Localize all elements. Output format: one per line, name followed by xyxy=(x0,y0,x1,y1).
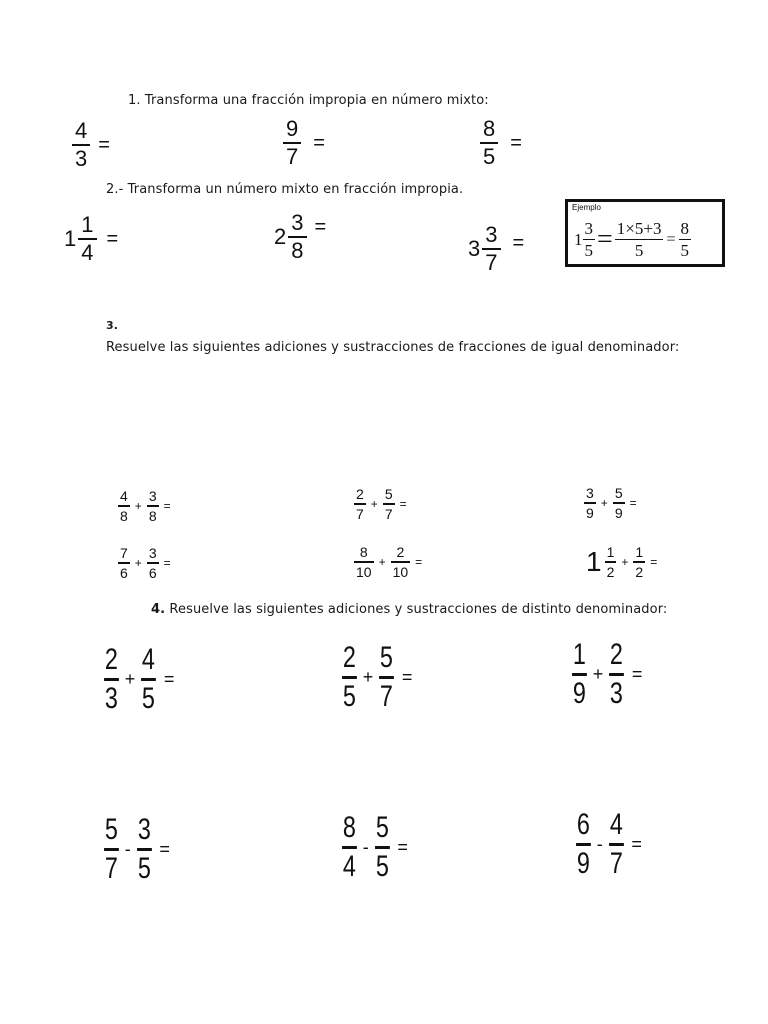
s3-row2-item3: 1 $\frac{1}{2}$ + $\frac{1}{2}$ = xyxy=(586,544,658,580)
whole-number: 3 xyxy=(468,236,481,261)
example-fraction: $\frac{3}{5}$ xyxy=(584,219,593,260)
fraction: $\frac{1}{4}$ xyxy=(78,214,96,264)
s1-item-2 xyxy=(283,118,325,168)
s3-row2-item1: $\frac{7}{6}$ + $\frac{3}{6}$ = xyxy=(120,545,171,581)
s1-item-1 xyxy=(72,120,110,170)
fraction: $\frac{8}{5}$ xyxy=(480,118,498,168)
s3-row1-item2: $\frac{2}{7}$ + $\frac{5}{7}$ = xyxy=(356,486,407,522)
example-box xyxy=(565,199,725,267)
equals-sign: = xyxy=(98,133,110,156)
whole-number: 1 xyxy=(586,545,602,577)
example-label: Ejemplo xyxy=(572,203,601,212)
equals-sign: = xyxy=(314,216,327,238)
s4-row2-item2: $\frac{8}{4}$ - $\frac{5}{5}$ = xyxy=(342,811,408,883)
example-expression-fraction: $\frac{1\times 5+3}{5}$ xyxy=(616,219,662,260)
fraction: $\frac{4}{3}$ xyxy=(72,120,90,170)
s4-row1-item1: $\frac{2}{3}$ + $\frac{4}{5}$ = xyxy=(104,643,175,715)
equals-sign: = xyxy=(106,227,119,250)
s4-row1-item3: $\frac{1}{9}$ + $\frac{2}{3}$ = xyxy=(572,638,643,710)
s3-row2-item2: $\frac{8}{10}$ + $\frac{2}{10}$ = xyxy=(356,544,423,580)
fraction: $\frac{9}{7}$ xyxy=(283,118,301,168)
example-equals-2: = xyxy=(666,230,676,248)
whole-number: 1 xyxy=(64,226,77,251)
example-equals: = xyxy=(597,223,613,255)
fraction: $\frac{3}{8}$ xyxy=(288,212,306,262)
s2-item-2 xyxy=(274,212,326,262)
s4-row2-item1: $\frac{5}{7}$ - $\frac{3}{5}$ = xyxy=(104,813,170,885)
section4-instruction: Resuelve las siguientes adiciones y sustracciones de distinto denominador: xyxy=(169,602,668,617)
equals-sign: = xyxy=(313,131,325,154)
s2-item-3 xyxy=(468,224,524,274)
fraction: $\frac{3}{7}$ xyxy=(482,224,500,274)
whole-number: 2 xyxy=(274,224,287,249)
section2-instruction: 2.- Transforma un número mixto en fracción impropia. xyxy=(106,182,464,197)
example-whole: 1 xyxy=(574,229,583,249)
section4-number: 4. xyxy=(151,602,166,617)
equals-sign: = xyxy=(512,232,525,254)
s4-row2-item3: $\frac{6}{9}$ - $\frac{4}{7}$ = xyxy=(576,808,642,880)
section4-instruction-line xyxy=(151,602,667,617)
s1-item-3 xyxy=(480,118,522,168)
s4-row1-item2: $\frac{2}{5}$ + $\frac{5}{7}$ = xyxy=(342,641,413,713)
s3-row1-item3: $\frac{3}{9}$ + $\frac{5}{9}$ = xyxy=(586,485,637,521)
s2-item-1 xyxy=(64,214,118,264)
section1-instruction: 1. Transforma una fracción impropia en número mixto: xyxy=(128,93,489,108)
example-result-fraction: $\frac{8}{5}$ xyxy=(680,219,690,260)
equals-sign: = xyxy=(510,131,522,154)
section3-number: 3. xyxy=(106,319,119,332)
s3-row1-item1: $\frac{4}{8}$ + $\frac{3}{8}$ = xyxy=(120,488,171,524)
section3-instruction: Resuelve las siguientes adiciones y sustracciones de fracciones de igual denominador: xyxy=(106,340,680,355)
